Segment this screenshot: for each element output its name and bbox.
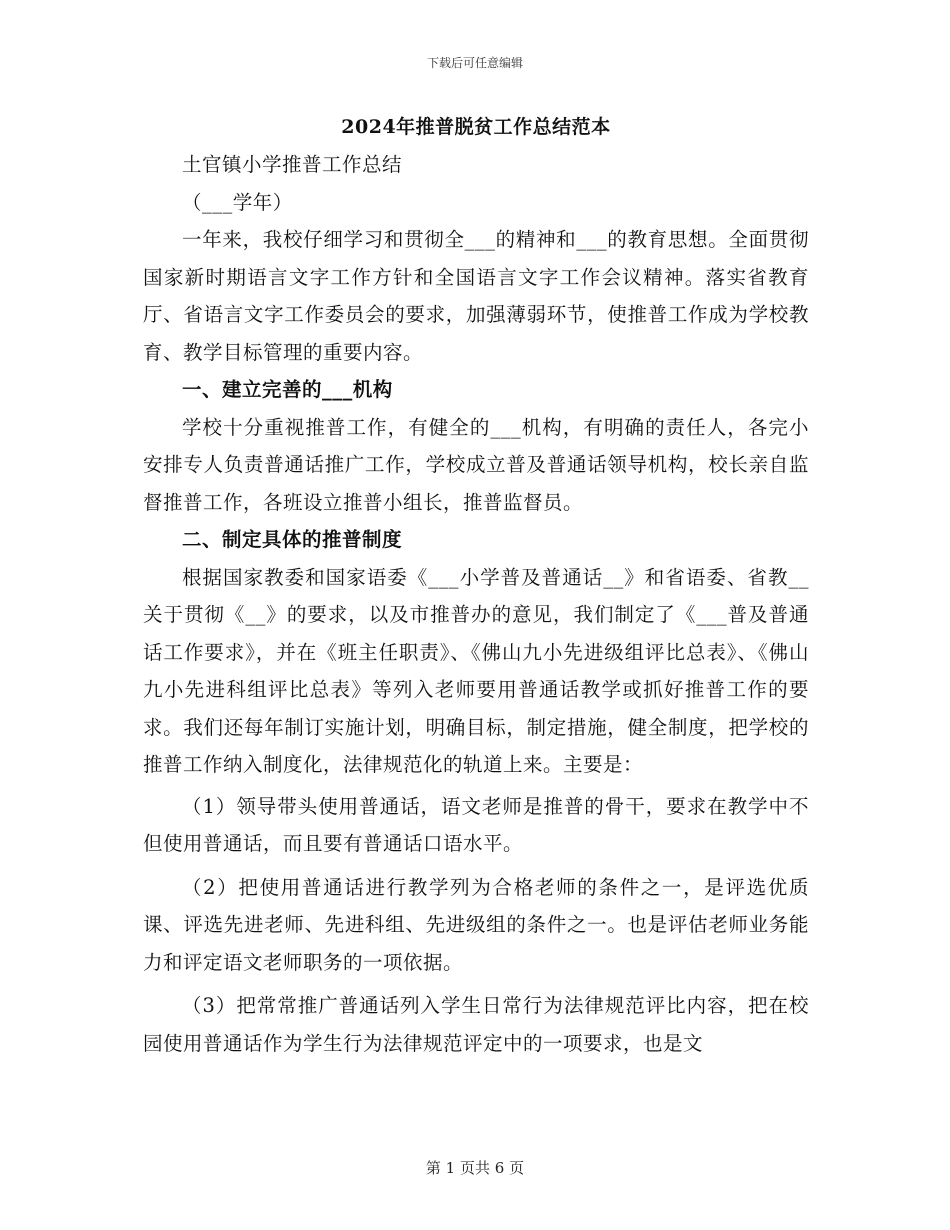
list-item: （3）把常常推广普通话列入学生日常行为法律规范评比内容，把在校园使用普通话作为学生行为法律规范评定中的一项要求，也是文 [143,994,809,1055]
document-subtitle: 土官镇小学推普工作总结 [182,153,403,176]
school-year-line: （___学年） [182,190,293,214]
page-number: 第 1 页共 6 页 [425,1159,525,1177]
header-note: 下载后可任意编辑 [426,56,523,70]
section-2-heading: 二、制定具体的推普制度 [182,528,403,551]
list-item: （2）把使用普通话进行教学列为合格老师的条件之一，是评选优质课、评选先进老师、先进科组、先进级组的条件之一。也是评估老师业务能力和评定语文老师职务的一项依据。 [143,875,809,974]
list-item: （1）领导带头使用普通话，语文老师是推普的骨干，要求在教学中不但使用普通话，而且要有普通话口语水平。 [143,794,809,855]
intro-paragraph: 一年来，我校仔细学习和贯彻全___的精神和___的教育思想。全面贯彻国家新时期语言文字工作方针和全国语言文字工作会议精神。落实省教育厅、省语言文字工作委员会的要求，加强薄弱环节，使推普工作成为学校教育、教学目标管理的重要内容。 [143,228,809,364]
section-2-body: 根据国家教委和国家语委《___小学普及普通话__》和省语委、省教__关于贯彻《__》的要求，以及市推普办的意见，我们制定了《___普及普通话工作要求》，并在《班主任职责》、《佛山九小先进级组评比总表》、《佛山九小先进科组评比总表》等列入老师要用普通话教学或抓好推普工作的要求。我们还每年制订实施计划，明确目标，制定措施，健全制度，把学校的推普工作纳入制度化，法律规范化的轨道上来。主要是： [143,565,809,776]
document-title: 2024年推普脱贫工作总结范本 [341,116,611,138]
section-1-heading: 一、建立完善的___机构 [182,378,393,401]
document-content [143,112,809,1062]
section-1-body: 学校十分重视推普工作，有健全的___机构，有明确的责任人，各完小安排专人负责普通话推广工作，学校成立普及普通话领导机构，校长亲自监督推普工作，各班设立推普小组长，推普监督员。 [143,415,809,514]
